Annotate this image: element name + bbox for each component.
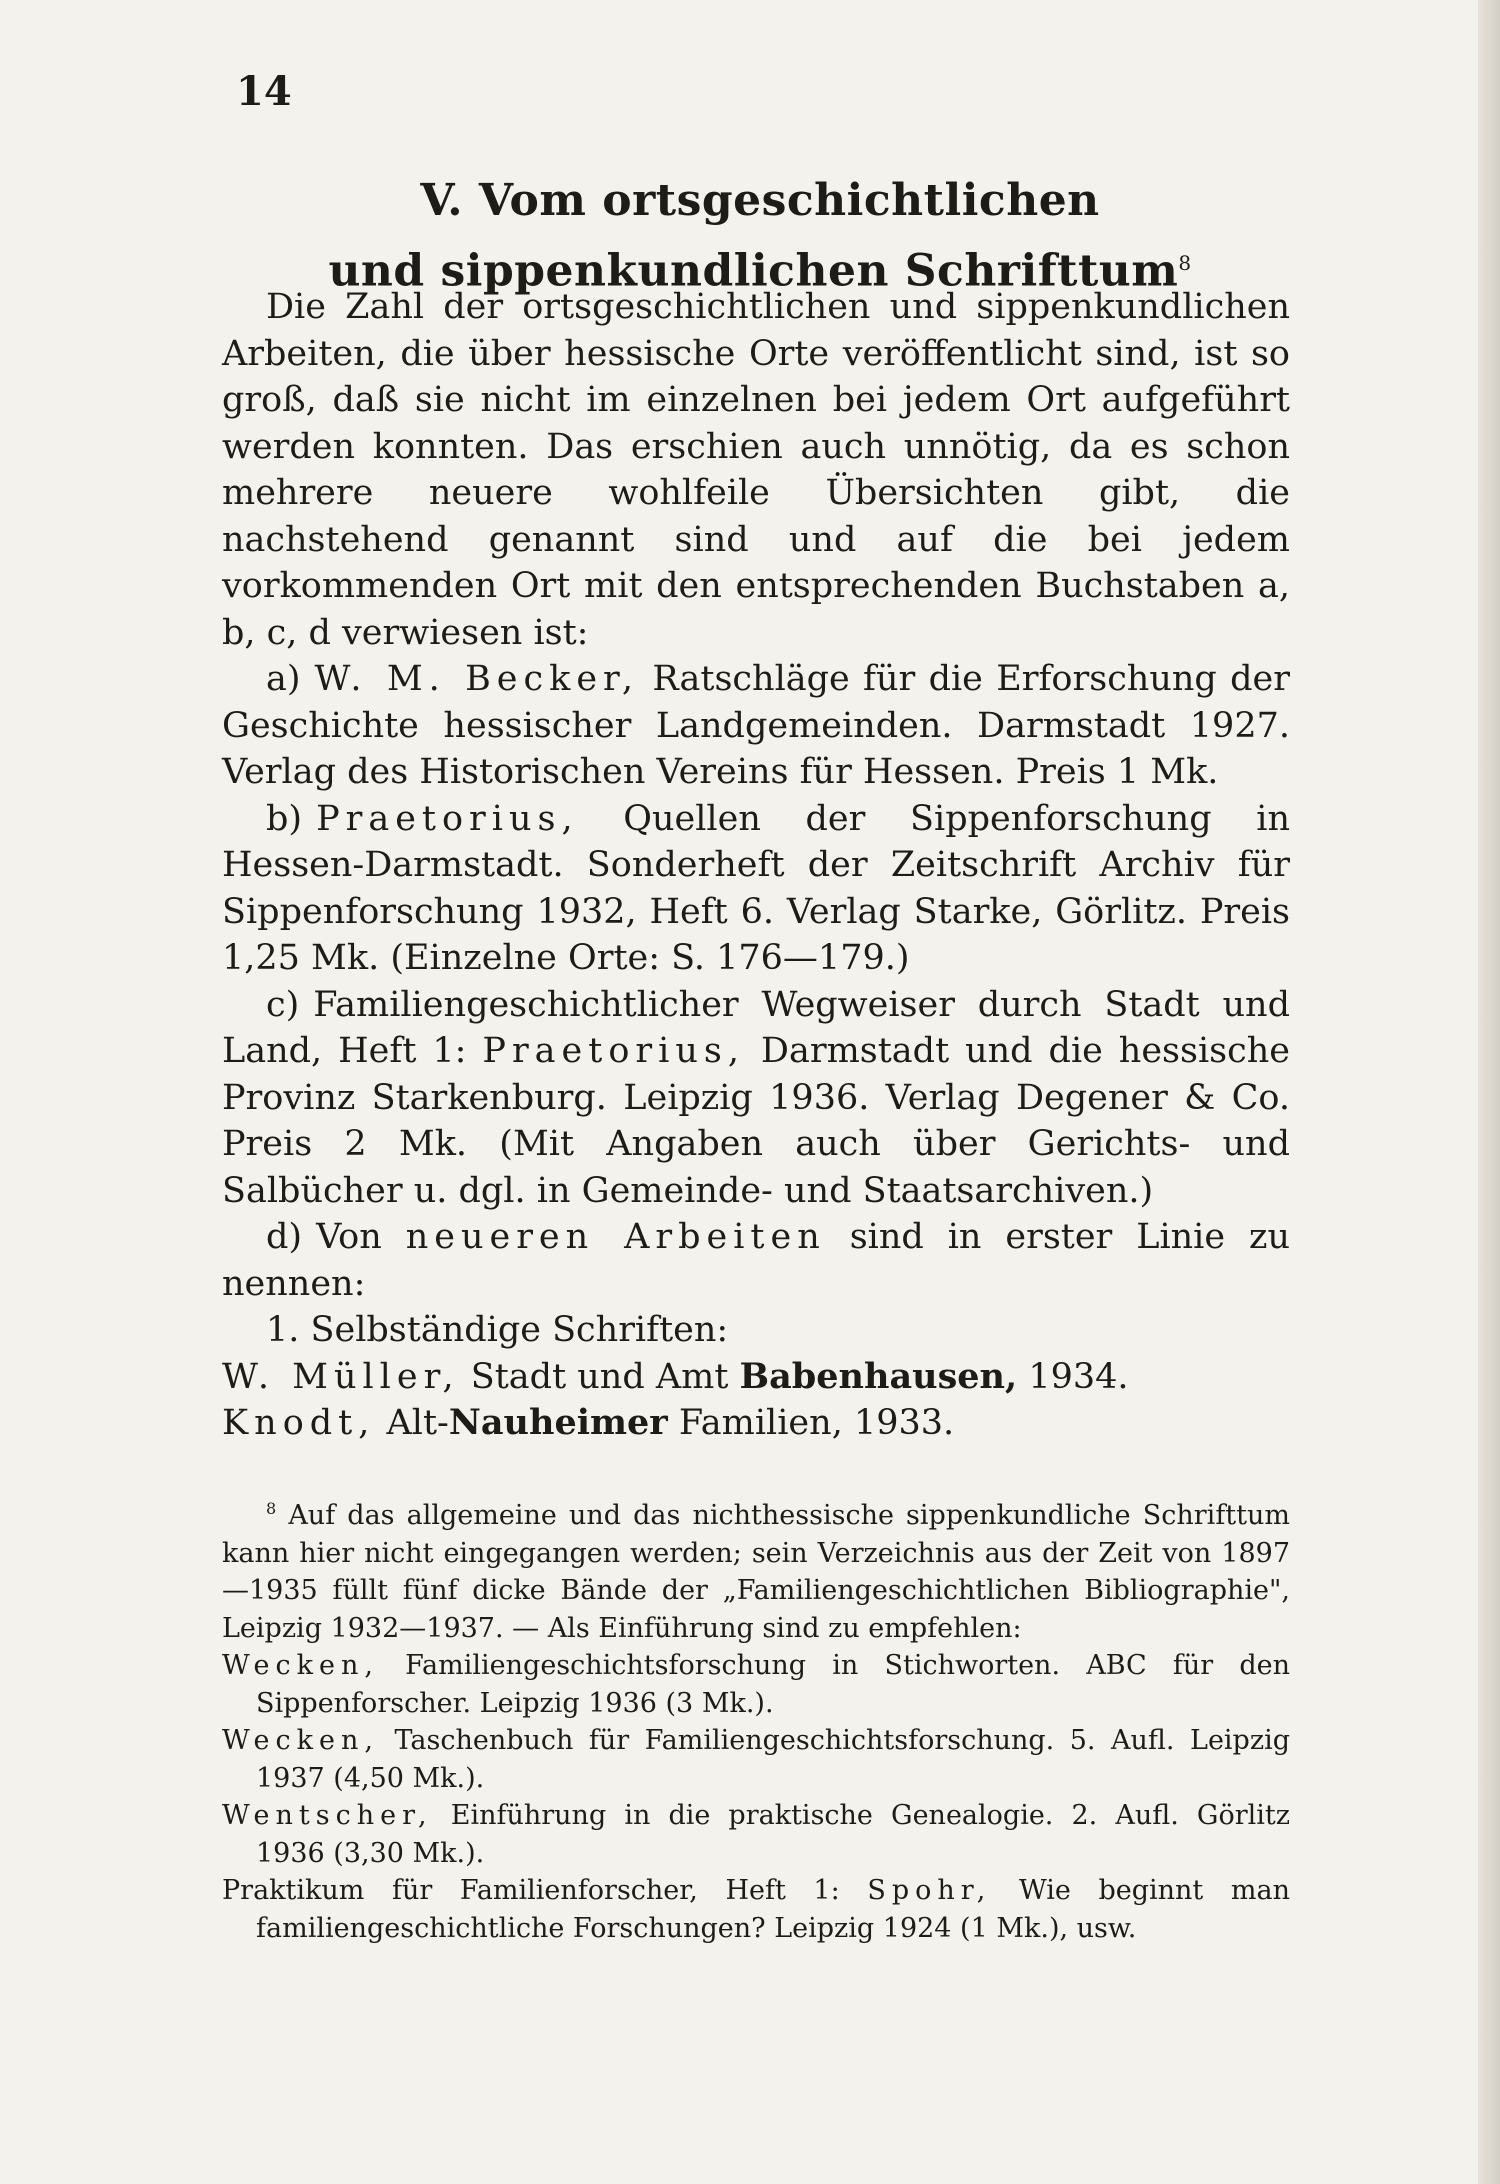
footnote-intro — [222, 1490, 1290, 1647]
footnote-ref-2-text: Taschenbuch für Familiengeschichtsforschung. 5. Aufl. Leipzig 1937 (4,50 Mk.). — [256, 1725, 1290, 1794]
item-a-text: Ratschläge für die Erforschung der Geschichte hessischer Landgemeinden. Darmstadt 1927. Verlag des Historischen Vereins für Hessen. Preis 1 Mk. — [222, 659, 1290, 792]
item-d-text-1: Von — [316, 1217, 382, 1257]
item-d-label: d) — [266, 1217, 303, 1257]
item-c-author: Praetorius, — [482, 1031, 745, 1071]
entry-1-place: Babenhausen, — [739, 1355, 1018, 1397]
footnote-ref-3-author: Wentscher, — [222, 1800, 433, 1831]
entry-2-text-1: Alt- — [386, 1403, 449, 1443]
entry-1-text-2: 1934. — [1028, 1356, 1129, 1397]
item-d-spaced: neueren Arbeiten — [405, 1217, 826, 1257]
footnote — [222, 1490, 1290, 1947]
footnote-ref-1-text: Familiengeschichtsforschung in Stichworten. ABC für den Sippenforscher. Leipzig 1936 (3 Mk.). — [256, 1650, 1290, 1719]
item-a-label: a) — [266, 659, 301, 699]
item-b-author: Praetorius, — [316, 798, 579, 839]
intro-paragraph: Die Zahl der ortsgeschichtlichen und sippenkundlichen Arbeiten, die über hessische Orte veröffentlicht sind, ist so groß, daß sie nicht im einzelnen bei jedem Ort aufgeführt werden konnten. Das erschien auch unnötig, da es schon mehrere neuere wohlfeile Übersichten gibt, die nachstehend genannt sind und auf die bei jedem vorkommenden Ort mit den entsprechenden Buchstaben a, b, c, d verwiesen ist: — [222, 287, 1290, 653]
entry-1-text-1: Stadt und Amt — [470, 1356, 729, 1397]
item-c-text-1: Familiengeschichtlicher Wegweiser durch Stadt und Land, Heft 1: — [222, 984, 1290, 1071]
footnote-mark: 8 — [266, 1499, 277, 1518]
item-a-author: W. M. Becker, — [314, 659, 640, 699]
list-item-d — [222, 1214, 1290, 1307]
footnote-ref-1 — [222, 1647, 1290, 1722]
footnote-intro-text: Auf das allgemeine und das nichthessische sippenkundliche Schrifttum kann hier nicht eingegangen werden; sein Verzeichnis aus der Zeit von 1897—1935 füllt fünf dicke Bände der „Familiengeschichtlichen Bibliographie", Leipzig 1932—1937. — Als Einführung sind zu empfehlen: — [222, 1500, 1291, 1644]
page-number: 14 — [236, 68, 292, 115]
subsection-heading: 1. Selbständige Schriften: — [266, 1310, 729, 1350]
item-c-label: c) — [266, 984, 300, 1025]
item-b-label: b) — [266, 798, 303, 839]
footnote-ref-2-author: Wecken, — [222, 1725, 379, 1756]
footnote-ref-4-author: Spohr, — [867, 1875, 992, 1906]
footnote-ref-3 — [222, 1797, 1290, 1872]
entry-2-place: Nauheimer — [448, 1402, 668, 1443]
list-item-c — [222, 982, 1290, 1215]
footnote-ref-4-text: Wie beginnt man familiengeschichtliche Forschungen? Leipzig 1924 (1 Mk.), usw. — [256, 1875, 1290, 1944]
section-heading — [220, 170, 1300, 303]
list-item-a — [222, 656, 1290, 796]
entry-1-author: W. Müller, — [222, 1356, 460, 1397]
heading-line-1: V. Vom ortsgeschichtlichen — [420, 175, 1100, 226]
entry-mueller — [222, 1354, 1290, 1401]
item-c-text-2: Darmstadt und die hessische Provinz Starkenburg. Leipzig 1936. Verlag Degener & Co. Preis 2 Mk. (Mit Angaben auch über Gerichts- und Salbücher u. dgl. in Gemeinde- und Staatsarchiven.) — [222, 1031, 1290, 1211]
heading-line-2-text: und sippenkundlichen Schrifttum — [328, 245, 1179, 297]
main-text — [222, 284, 1290, 1447]
list-item-b — [222, 796, 1290, 982]
page-edge-shadow — [1478, 0, 1500, 2184]
item-b-text: Quellen der Sippenforschung in Hessen-Darmstadt. Sonderheft der Zeitschrift Archiv für Sippenforschung 1932, Heft 6. Verlag Starke, Görlitz. Preis 1,25 Mk. (Einzelne Orte: S. 176—179.) — [222, 798, 1290, 978]
item-d-text-2: sind in erster Linie zu nennen: — [222, 1217, 1290, 1304]
footnote-ref-3-text: Einführung in die praktische Genealogie. 2. Aufl. Görlitz 1936 (3,30 Mk.). — [256, 1800, 1290, 1869]
footnote-ref-2 — [222, 1722, 1290, 1797]
footnote-ref-4 — [222, 1872, 1290, 1947]
footnote-ref-1-author: Wecken, — [222, 1650, 379, 1681]
entry-2-text-2: Familien, 1933. — [678, 1403, 955, 1443]
footnote-ref-4-pre: Praktikum für Familienforscher, Heft 1: — [222, 1875, 840, 1906]
entry-knodt — [222, 1400, 1290, 1447]
entry-2-author: Knodt, — [222, 1403, 376, 1443]
heading-footnote-mark: 8 — [1178, 251, 1192, 275]
